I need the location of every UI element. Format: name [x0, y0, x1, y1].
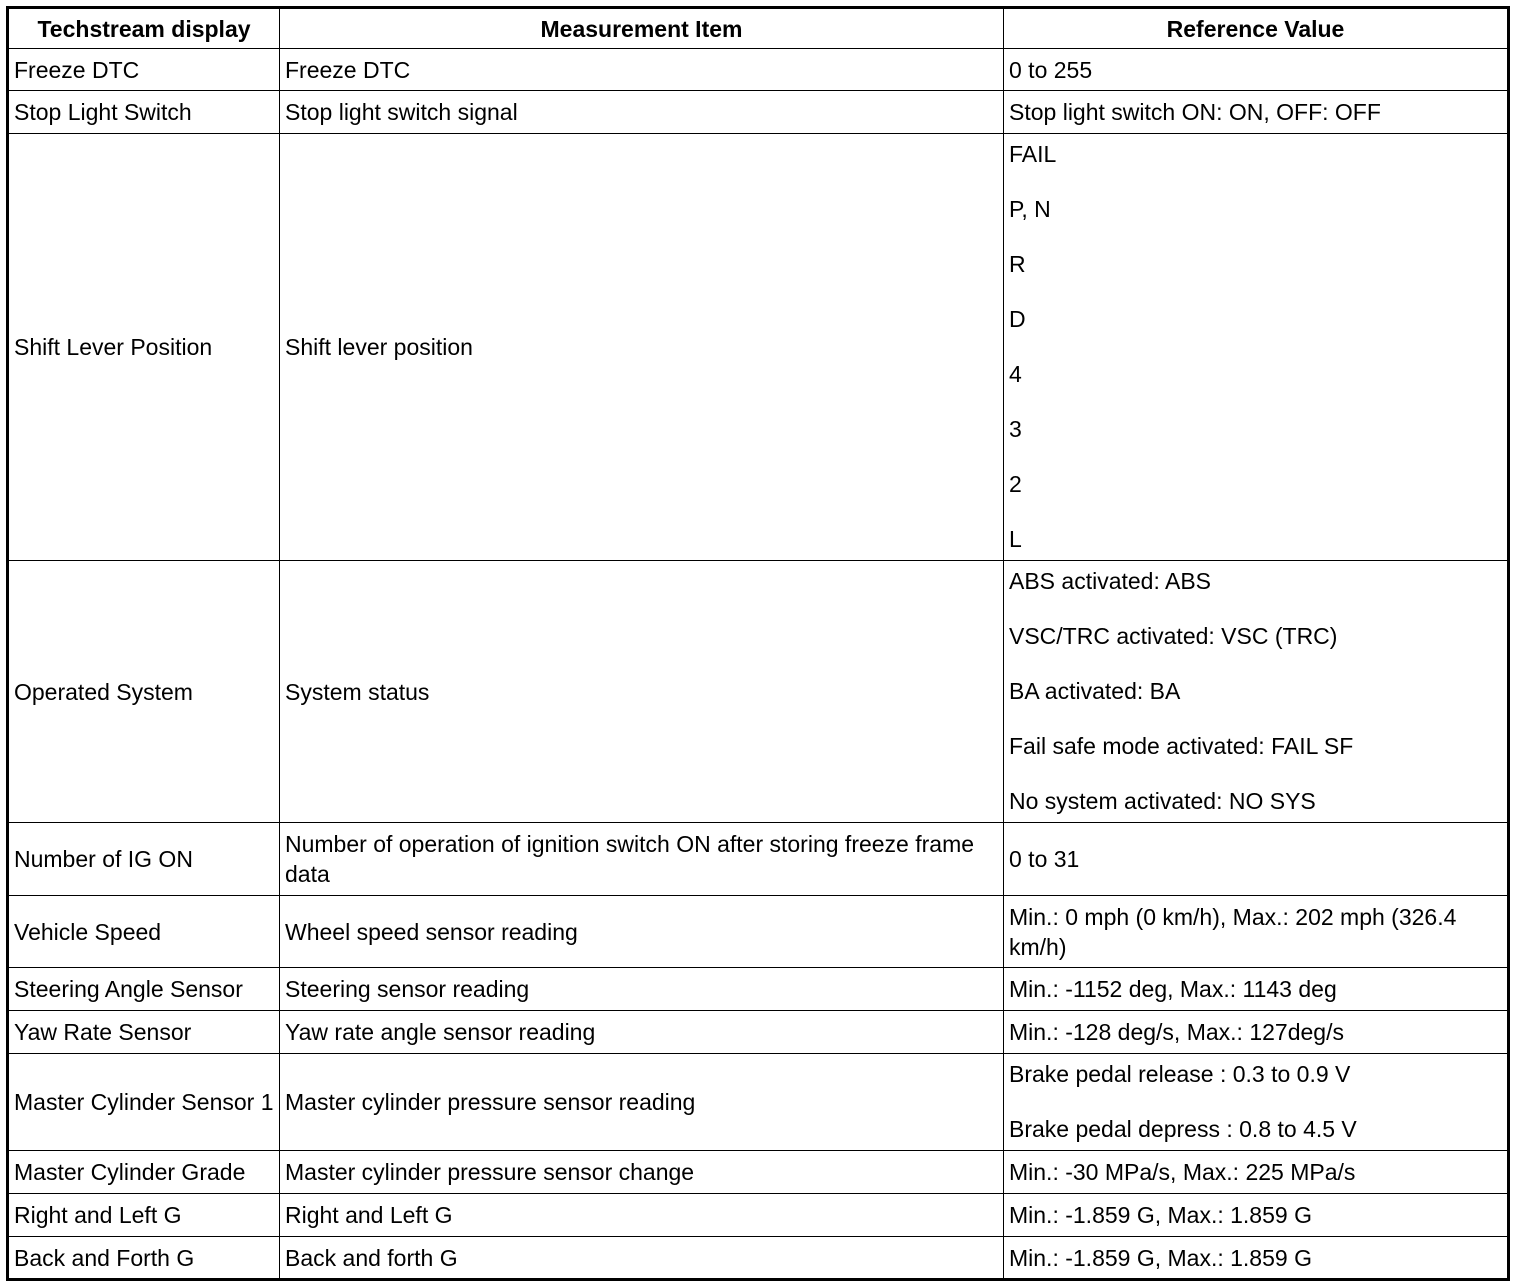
header-row: [8, 8, 1509, 49]
reference-value-line: Min.: -1.859 G, Max.: 1.859 G: [1009, 1202, 1312, 1228]
reference-value-line: 0 to 255: [1009, 56, 1093, 83]
techstream-display-cell: Master Cylinder Grade: [8, 1151, 280, 1194]
reference-value-line: Min.: 0 mph (0 km/h), Max.: 202 mph (326.4 km/h): [1009, 903, 1457, 960]
reference-value-cell: [1004, 1151, 1509, 1194]
reference-value-line: Fail safe mode activated: FAIL SF: [1009, 732, 1354, 759]
techstream-display-cell: Operated System: [8, 561, 280, 823]
table-row: [8, 896, 1509, 968]
table-row: [8, 1151, 1509, 1194]
table-row: [8, 1194, 1509, 1237]
reference-value-cell: [1004, 49, 1509, 91]
measurement-item-cell: Yaw rate angle sensor reading: [280, 1011, 1004, 1054]
reference-value-line: Min.: -1.859 G, Max.: 1.859 G: [1009, 1244, 1312, 1271]
header-reference-value: Reference Value: [1004, 8, 1509, 49]
reference-value-cell: [1004, 561, 1509, 823]
reference-value-line: 0 to 31: [1009, 846, 1080, 872]
techstream-display-cell: Back and Forth G: [8, 1237, 280, 1280]
techstream-display-cell: Steering Angle Sensor: [8, 968, 280, 1011]
reference-value-line: ABS activated: ABS: [1009, 567, 1212, 594]
reference-value-cell: [1004, 896, 1509, 968]
table-row: [8, 561, 1509, 823]
reference-value-cell: [1004, 134, 1509, 561]
measurement-item-cell: Stop light switch signal: [280, 91, 1004, 134]
techstream-display-cell: Right and Left G: [8, 1194, 280, 1237]
table-row: [8, 968, 1509, 1011]
table-row: [8, 134, 1509, 561]
table-row: [8, 91, 1509, 134]
reference-value-line: Brake pedal release : 0.3 to 0.9 V: [1009, 1060, 1351, 1087]
reference-value-cell: [1004, 823, 1509, 896]
measurement-item-cell: Wheel speed sensor reading: [280, 896, 1004, 968]
reference-value-line: L: [1009, 525, 1022, 552]
reference-value-line: Min.: -128 deg/s, Max.: 127deg/s: [1009, 1019, 1344, 1045]
techstream-display-cell: Vehicle Speed: [8, 896, 280, 968]
reference-value-cell: [1004, 1194, 1509, 1237]
table-row: [8, 49, 1509, 91]
header-measurement-item: Measurement Item: [280, 8, 1004, 49]
measurement-item-cell: Steering sensor reading: [280, 968, 1004, 1011]
reference-value-cell: [1004, 1011, 1509, 1054]
measurement-item-cell: Back and forth G: [280, 1237, 1004, 1280]
table-row: [8, 823, 1509, 896]
techstream-display-cell: Stop Light Switch: [8, 91, 280, 134]
techstream-display-cell: Shift Lever Position: [8, 134, 280, 561]
measurement-item-cell: Right and Left G: [280, 1194, 1004, 1237]
techstream-display-cell: Master Cylinder Sensor 1: [8, 1054, 280, 1151]
reference-value-line: FAIL: [1009, 140, 1057, 167]
reference-value-line: 4: [1009, 360, 1022, 387]
reference-value-line: VSC/TRC activated: VSC (TRC): [1009, 622, 1338, 649]
table-row: [8, 1011, 1509, 1054]
reference-value-line: No system activated: NO SYS: [1009, 787, 1316, 814]
measurement-item-cell: System status: [280, 561, 1004, 823]
reference-value-line: Brake pedal depress : 0.8 to 4.5 V: [1009, 1115, 1357, 1142]
header-techstream-display: Techstream display: [8, 8, 280, 49]
reference-value-line: P, N: [1009, 195, 1051, 222]
reference-value-line: Min.: -30 MPa/s, Max.: 225 MPa/s: [1009, 1159, 1356, 1185]
reference-value-line: 3: [1009, 415, 1022, 442]
measurement-item-cell: Master cylinder pressure sensor change: [280, 1151, 1004, 1194]
reference-value-line: BA activated: BA: [1009, 677, 1181, 704]
reference-value-line: Stop light switch ON: ON, OFF: OFF: [1009, 99, 1381, 125]
reference-value-line: Min.: -1152 deg, Max.: 1143 deg: [1009, 976, 1337, 1002]
techstream-display-cell: Number of IG ON: [8, 823, 280, 896]
reference-value-line: 2: [1009, 470, 1022, 497]
measurement-item-cell: Freeze DTC: [280, 49, 1004, 91]
reference-value-cell: [1004, 1054, 1509, 1151]
techstream-display-cell: Freeze DTC: [8, 49, 280, 91]
table-row: [8, 1237, 1509, 1280]
techstream-display-cell: Yaw Rate Sensor: [8, 1011, 280, 1054]
reference-value-line: R: [1009, 250, 1026, 277]
reference-value-cell: [1004, 91, 1509, 134]
data-list-table: [6, 6, 1510, 1281]
reference-value-line: D: [1009, 305, 1026, 332]
table-row: [8, 1054, 1509, 1151]
measurement-item-cell: Shift lever position: [280, 134, 1004, 561]
measurement-item-cell: Master cylinder pressure sensor reading: [280, 1054, 1004, 1151]
measurement-item-cell: Number of operation of ignition switch ON after storing freeze frame data: [280, 823, 1004, 896]
reference-value-cell: [1004, 968, 1509, 1011]
reference-value-cell: [1004, 1237, 1509, 1280]
